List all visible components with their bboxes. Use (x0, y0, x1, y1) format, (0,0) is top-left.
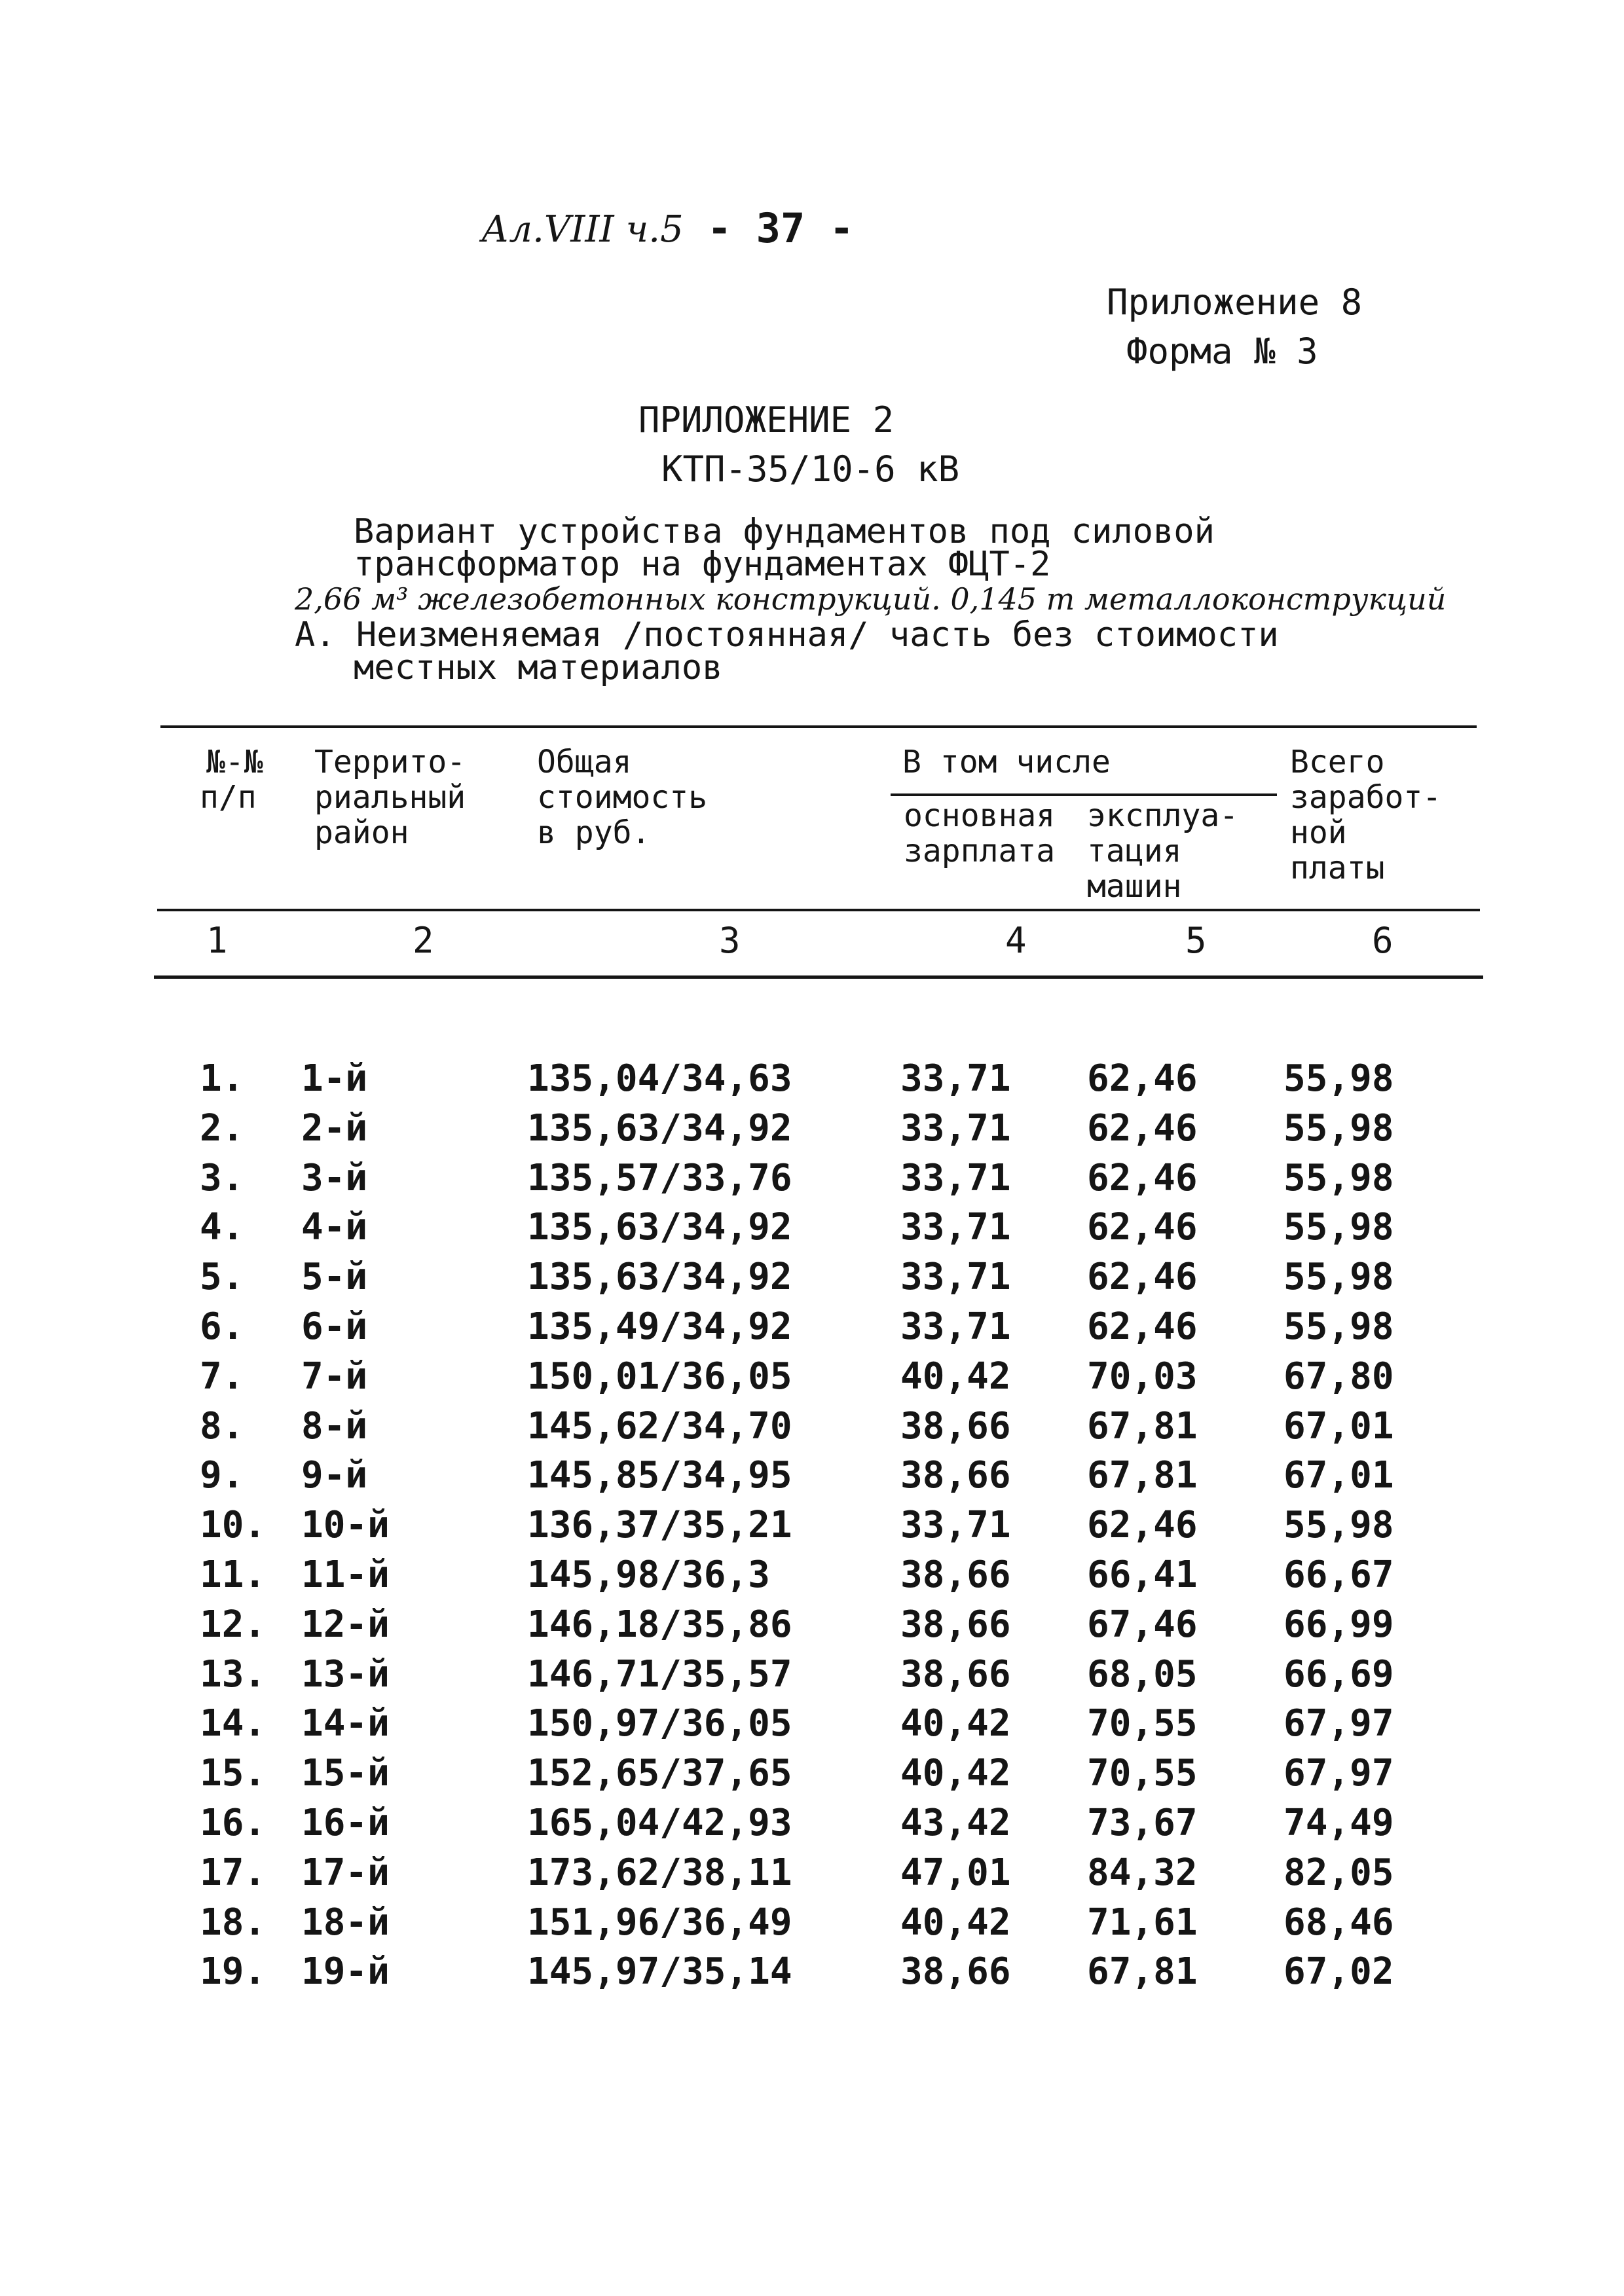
base-salary-cell: 33,71 (900, 1256, 1011, 1298)
base-salary-cell: 40,42 (900, 1702, 1011, 1745)
col4-header-line2: зарплата (904, 833, 1056, 869)
page-number: - 37 - (707, 204, 854, 252)
table-row (0, 1203, 1624, 1252)
row-number-cell: 12. (200, 1603, 267, 1646)
table-top-rule (160, 725, 1477, 728)
district-cell: 19-й (301, 1950, 390, 1993)
total-cost-cell: 165,04/42,93 (527, 1802, 792, 1844)
machine-ops-cell: 67,81 (1087, 1454, 1198, 1497)
archive-reference: Ал.VIII ч.5 (481, 208, 684, 251)
machine-ops-cell: 67,81 (1087, 1405, 1198, 1448)
table-row (0, 1054, 1624, 1104)
total-cost-cell: 150,97/36,05 (527, 1702, 792, 1745)
machine-ops-cell: 84,32 (1087, 1851, 1198, 1894)
total-wages-cell: 67,80 (1283, 1355, 1394, 1398)
total-cost-cell: 146,18/35,86 (527, 1603, 792, 1646)
description-line-2: трансформатор на фундаментах ФЦТ-2 (354, 545, 1051, 584)
total-wages-cell: 67,97 (1283, 1752, 1394, 1795)
col6-header-line3: ной (1290, 814, 1347, 851)
col3-header-line2: стоимость (537, 779, 708, 816)
base-salary-cell: 38,66 (900, 1603, 1011, 1646)
total-wages-cell: 55,98 (1283, 1305, 1394, 1348)
description-line-1: Вариант устройства фундаментов под силовой (354, 512, 1215, 551)
table-row (0, 1550, 1624, 1600)
row-number-cell: 7. (200, 1355, 244, 1398)
district-cell: 2-й (301, 1107, 368, 1150)
total-wages-cell: 67,02 (1283, 1950, 1394, 1993)
table-row (0, 1104, 1624, 1154)
machine-ops-cell: 62,46 (1087, 1107, 1198, 1150)
handwritten-materials-note: 2,66 м³ железобетонных конструкций. 0,145 т металлоконструкций (295, 581, 1447, 617)
total-wages-cell: 67,01 (1283, 1405, 1394, 1448)
table-row (0, 1947, 1624, 1997)
base-salary-cell: 38,66 (900, 1405, 1011, 1448)
machine-ops-cell: 62,46 (1087, 1256, 1198, 1298)
row-number-cell: 11. (200, 1554, 267, 1596)
base-salary-cell: 38,66 (900, 1454, 1011, 1497)
machine-ops-cell: 62,46 (1087, 1504, 1198, 1546)
base-salary-cell: 33,71 (900, 1305, 1011, 1348)
machine-ops-cell: 66,41 (1087, 1554, 1198, 1596)
district-cell: 13-й (301, 1653, 390, 1696)
total-wages-cell: 66,69 (1283, 1653, 1394, 1696)
total-wages-cell: 55,98 (1283, 1504, 1394, 1546)
district-cell: 1-й (301, 1057, 368, 1100)
table-row (0, 1749, 1624, 1798)
total-cost-cell: 135,04/34,63 (527, 1057, 792, 1100)
district-cell: 5-й (301, 1256, 368, 1298)
total-wages-cell: 66,99 (1283, 1603, 1394, 1646)
total-cost-cell: 145,97/35,14 (527, 1950, 792, 1993)
row-number-cell: 3. (200, 1157, 244, 1199)
col5-header-line2: тация (1087, 833, 1182, 869)
column-number: 1 (206, 920, 228, 961)
table-row (0, 1451, 1624, 1501)
total-cost-cell: 151,96/36,49 (527, 1901, 792, 1944)
table-row (0, 1898, 1624, 1948)
district-cell: 11-й (301, 1554, 390, 1596)
row-number-cell: 6. (200, 1305, 244, 1348)
base-salary-cell: 38,66 (900, 1653, 1011, 1696)
col3-header-line3: в руб. (537, 814, 651, 851)
column-number: 4 (1005, 920, 1027, 961)
col2-header-line2: риальный (314, 779, 466, 816)
table-row (0, 1650, 1624, 1700)
column-number: 2 (413, 920, 434, 961)
col6-header-line1: Всего (1290, 744, 1385, 780)
total-cost-cell: 173,62/38,11 (527, 1851, 792, 1894)
base-salary-cell: 38,66 (900, 1554, 1011, 1596)
base-salary-cell: 40,42 (900, 1355, 1011, 1398)
col3-header-line1: Общая (537, 744, 632, 780)
district-cell: 17-й (301, 1851, 390, 1894)
district-cell: 4-й (301, 1206, 368, 1248)
row-number-cell: 19. (200, 1950, 267, 1993)
row-number-cell: 9. (200, 1454, 244, 1497)
district-cell: 15-й (301, 1752, 390, 1795)
total-wages-cell: 55,98 (1283, 1057, 1394, 1100)
base-salary-cell: 40,42 (900, 1752, 1011, 1795)
header-bottom-rule (157, 909, 1480, 911)
appendix-2-title: ПРИЛОЖЕНИЕ 2 (638, 399, 895, 441)
base-salary-cell: 40,42 (900, 1901, 1011, 1944)
total-wages-cell: 68,46 (1283, 1901, 1394, 1944)
total-cost-cell: 135,63/34,92 (527, 1256, 792, 1298)
total-cost-cell: 135,57/33,76 (527, 1157, 792, 1199)
total-cost-cell: 135,63/34,92 (527, 1107, 792, 1150)
machine-ops-cell: 71,61 (1087, 1901, 1198, 1944)
row-number-cell: 18. (200, 1901, 267, 1944)
row-number-cell: 16. (200, 1802, 267, 1844)
table-row (0, 1501, 1624, 1550)
table-row (0, 1352, 1624, 1402)
machine-ops-cell: 62,46 (1087, 1157, 1198, 1199)
appendix-8-label: Приложение 8 (1107, 282, 1363, 323)
section-a-line-1: А. Неизменяемая /постоянная/ часть без стоимости (295, 615, 1279, 655)
col6-header-line2: заработ- (1290, 779, 1442, 816)
base-salary-cell: 33,71 (900, 1157, 1011, 1199)
total-wages-cell: 55,98 (1283, 1206, 1394, 1248)
table-row (0, 1252, 1624, 1302)
machine-ops-cell: 62,46 (1087, 1305, 1198, 1348)
total-cost-cell: 145,98/36,3 (527, 1554, 770, 1596)
district-cell: 9-й (301, 1454, 368, 1497)
district-cell: 3-й (301, 1157, 368, 1199)
total-cost-cell: 146,71/35,57 (527, 1653, 792, 1696)
machine-ops-cell: 70,03 (1087, 1355, 1198, 1398)
base-salary-cell: 43,42 (900, 1802, 1011, 1844)
total-wages-cell: 67,01 (1283, 1454, 1394, 1497)
total-cost-cell: 152,65/37,65 (527, 1752, 792, 1795)
col1-header-line2: п/п (200, 779, 257, 816)
section-a-line-2: местных материалов (354, 648, 723, 687)
district-cell: 7-й (301, 1355, 368, 1398)
col2-header-line1: Террито- (314, 744, 466, 780)
total-wages-cell: 66,67 (1283, 1554, 1394, 1596)
table-row (0, 1848, 1624, 1898)
machine-ops-cell: 70,55 (1087, 1702, 1198, 1745)
district-cell: 14-й (301, 1702, 390, 1745)
machine-ops-cell: 62,46 (1087, 1057, 1198, 1100)
machine-ops-cell: 68,05 (1087, 1653, 1198, 1696)
machine-ops-cell: 73,67 (1087, 1802, 1198, 1844)
base-salary-cell: 33,71 (900, 1206, 1011, 1248)
base-salary-cell: 47,01 (900, 1851, 1011, 1894)
row-number-cell: 4. (200, 1206, 244, 1248)
column-number: 5 (1185, 920, 1207, 961)
row-number-cell: 17. (200, 1851, 267, 1894)
col5-header-line1: эксплуа- (1087, 797, 1239, 834)
total-wages-cell: 55,98 (1283, 1157, 1394, 1199)
row-number-cell: 2. (200, 1107, 244, 1150)
table-row (0, 1154, 1624, 1203)
base-salary-cell: 38,66 (900, 1950, 1011, 1993)
table-row (0, 1798, 1624, 1848)
table-row (0, 1302, 1624, 1352)
machine-ops-cell: 62,46 (1087, 1206, 1198, 1248)
machine-ops-cell: 67,81 (1087, 1950, 1198, 1993)
district-cell: 10-й (301, 1504, 390, 1546)
table-row (0, 1699, 1624, 1749)
base-salary-cell: 33,71 (900, 1504, 1011, 1546)
col5-header-line3: машин (1087, 868, 1182, 905)
subheader-rule (891, 793, 1277, 796)
col4-header-line1: основная (904, 797, 1056, 834)
machine-ops-cell: 70,55 (1087, 1752, 1198, 1795)
district-cell: 18-й (301, 1901, 390, 1944)
form-label: Форма № 3 (1126, 331, 1318, 372)
col1-header-line1: №-№ (206, 744, 263, 780)
row-number-cell: 15. (200, 1752, 267, 1795)
row-number-cell: 1. (200, 1057, 244, 1100)
total-wages-cell: 55,98 (1283, 1107, 1394, 1150)
total-cost-cell: 145,85/34,95 (527, 1454, 792, 1497)
total-wages-cell: 74,49 (1283, 1802, 1394, 1844)
total-cost-cell: 135,63/34,92 (527, 1206, 792, 1248)
base-salary-cell: 33,71 (900, 1107, 1011, 1150)
total-cost-cell: 136,37/35,21 (527, 1504, 792, 1546)
table-row (0, 1600, 1624, 1650)
col6-header-line4: платы (1290, 850, 1385, 886)
row-number-cell: 8. (200, 1405, 244, 1448)
total-wages-cell: 82,05 (1283, 1851, 1394, 1894)
table-row (0, 1402, 1624, 1451)
row-number-cell: 5. (200, 1256, 244, 1298)
column-numbers-rule (154, 975, 1483, 979)
row-number-cell: 14. (200, 1702, 267, 1745)
total-cost-cell: 145,62/34,70 (527, 1405, 792, 1448)
base-salary-cell: 33,71 (900, 1057, 1011, 1100)
district-cell: 16-й (301, 1802, 390, 1844)
column-number: 6 (1372, 920, 1393, 961)
col2-header-line3: район (314, 814, 409, 851)
machine-ops-cell: 67,46 (1087, 1603, 1198, 1646)
district-cell: 6-й (301, 1305, 368, 1348)
total-cost-cell: 150,01/36,05 (527, 1355, 792, 1398)
total-cost-cell: 135,49/34,92 (527, 1305, 792, 1348)
total-wages-cell: 55,98 (1283, 1256, 1394, 1298)
total-wages-cell: 67,97 (1283, 1702, 1394, 1745)
substation-title: КТП-35/10-6 кВ (661, 448, 960, 490)
row-number-cell: 10. (200, 1504, 267, 1546)
district-cell: 12-й (301, 1603, 390, 1646)
district-cell: 8-й (301, 1405, 368, 1448)
column-number: 3 (719, 920, 741, 961)
group-header-label: В том числе (902, 744, 1111, 780)
row-number-cell: 13. (200, 1653, 267, 1696)
